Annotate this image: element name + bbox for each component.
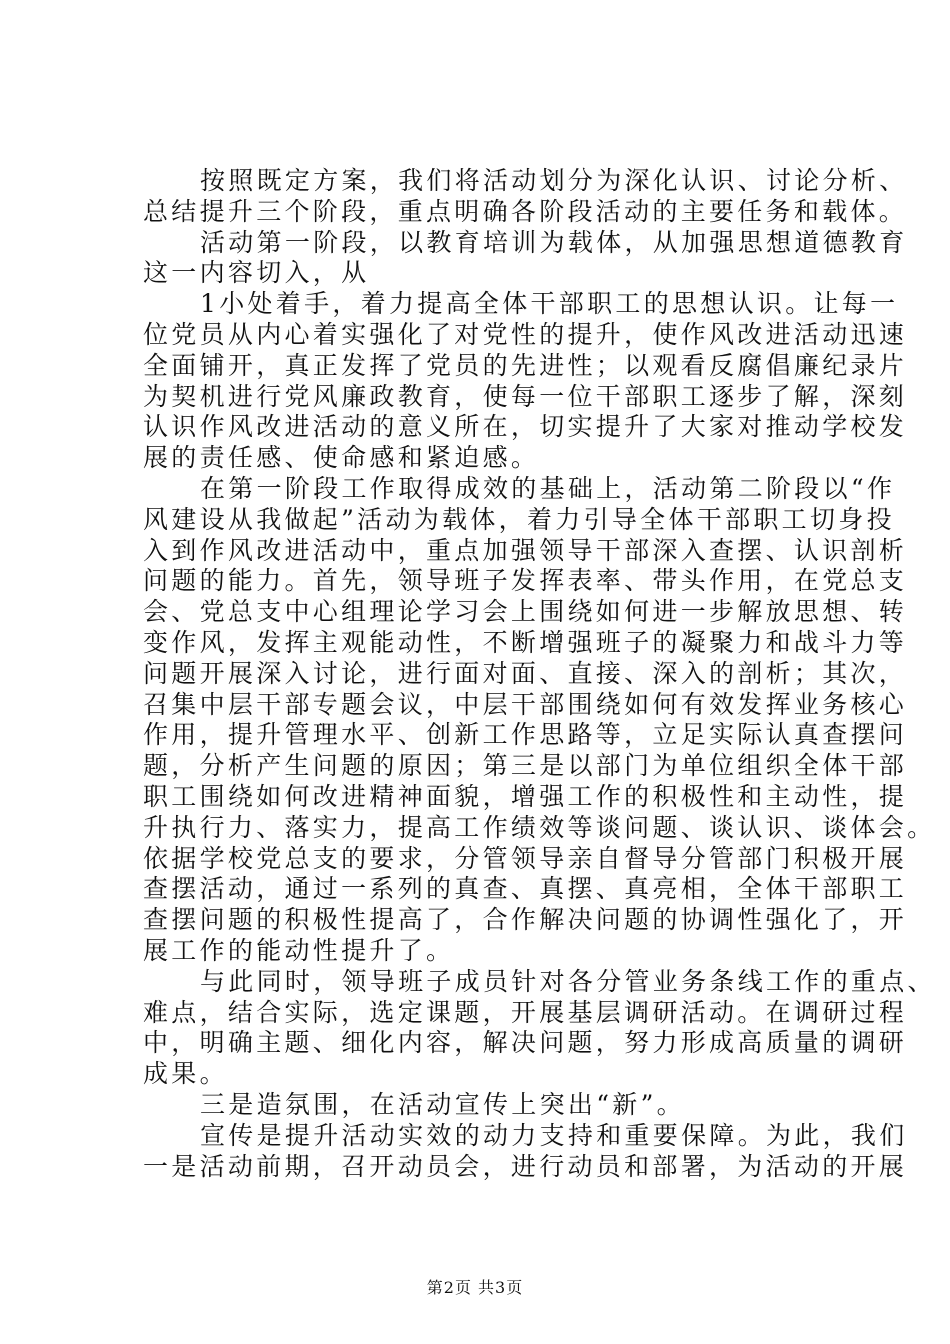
text-line: 三是造氛围，在活动宣传上突出“新”。 <box>200 1089 685 1119</box>
page-footer: 第2页 共3页 <box>426 1278 524 1297</box>
text-line: 风建设从我做起”活动为载体，着力引导全体干部职工切身投 <box>143 504 895 534</box>
text-line: 变作风，发挥主观能动性，不断增强班子的凝聚力和战斗力等 <box>143 627 908 657</box>
text-line: 活动第一阶段，以教育培训为载体，从加强思想道德教育 <box>200 227 908 257</box>
text-line: 问题的能力。首先，领导班子发挥表率、带头作用，在党总支 <box>143 566 908 596</box>
text-line: 查摆活动，通过一系列的真查、真摆、真亮相，全体干部职工 <box>143 874 908 904</box>
text-line: 难点，结合实际，选定课题，开展基层调研活动。在调研过程 <box>143 997 908 1027</box>
text-line: 这一内容切入，从 <box>143 258 370 288</box>
text-line: 认识作风改进活动的意义所在，切实提升了大家对推动学校发 <box>143 412 908 442</box>
text-line: 总结提升三个阶段，重点明确各阶段活动的主要任务和载体。 <box>143 196 908 226</box>
text-line: 入到作风改进活动中，重点加强领导干部深入查摆、认识剖析 <box>143 535 908 565</box>
text-line: 作用，提升管理水平、创新工作思路等，立足实际认真查摆问 <box>143 720 908 750</box>
text-line: 升执行力、落实力，提高工作绩效等谈问题、谈认识、谈体会。 <box>143 812 936 842</box>
text-line: 在第一阶段工作取得成效的基础上，活动第二阶段以“作 <box>200 473 896 503</box>
text-line: 按照既定方案，我们将活动划分为深化认识、讨论分析、 <box>200 166 908 195</box>
text-line: 为契机进行党风廉政教育，使每一位干部职工逐步了解，深刻 <box>143 381 908 411</box>
text-line: 1小处着手，着力提高全体干部职工的思想认识。让每一 <box>200 289 899 319</box>
text-line: 会、党总支中心组理论学习会上围绕如何进一步解放思想、转 <box>143 597 908 627</box>
text-line: 宣传是提升活动实效的动力支持和重要保障。为此，我们 <box>200 1120 908 1150</box>
text-line: 成果。 <box>143 1059 228 1089</box>
text-line: 一是活动前期，召开动员会，进行动员和部署，为活动的开展 <box>143 1151 908 1181</box>
text-line: 问题开展深入讨论，进行面对面、直接、深入的剖析；其次， <box>143 658 908 688</box>
text-line: 查摆问题的积极性提高了，合作解决问题的协调性强化了，开 <box>143 905 908 935</box>
text-line: 展工作的能动性提升了。 <box>143 935 455 965</box>
text-line: 展的责任感、使命感和紧迫感。 <box>143 443 540 473</box>
text-line: 题，分析产生问题的原因；第三是以部门为单位组织全体干部 <box>143 751 908 781</box>
text-line: 全面铺开，真正发挥了党员的先进性；以观看反腐倡廉纪录片 <box>143 350 908 380</box>
text-line: 中，明确主题、细化内容，解决问题，努力形成高质量的调研 <box>143 1028 908 1058</box>
text-line: 依据学校党总支的要求，分管领导亲自督导分管部门积极开展 <box>143 843 908 873</box>
text-line: 位党员从内心着实强化了对党性的提升，使作风改进活动迅速 <box>143 319 908 349</box>
text-line: 职工围绕如何改进精神面貌，增强工作的积极性和主动性，提 <box>143 781 908 811</box>
text-line: 召集中层干部专题会议，中层干部围绕如何有效发挥业务核心 <box>143 689 908 719</box>
text-line: 与此同时，领导班子成员针对各分管业务条线工作的重点、 <box>200 966 936 996</box>
document-body <box>143 166 936 1182</box>
